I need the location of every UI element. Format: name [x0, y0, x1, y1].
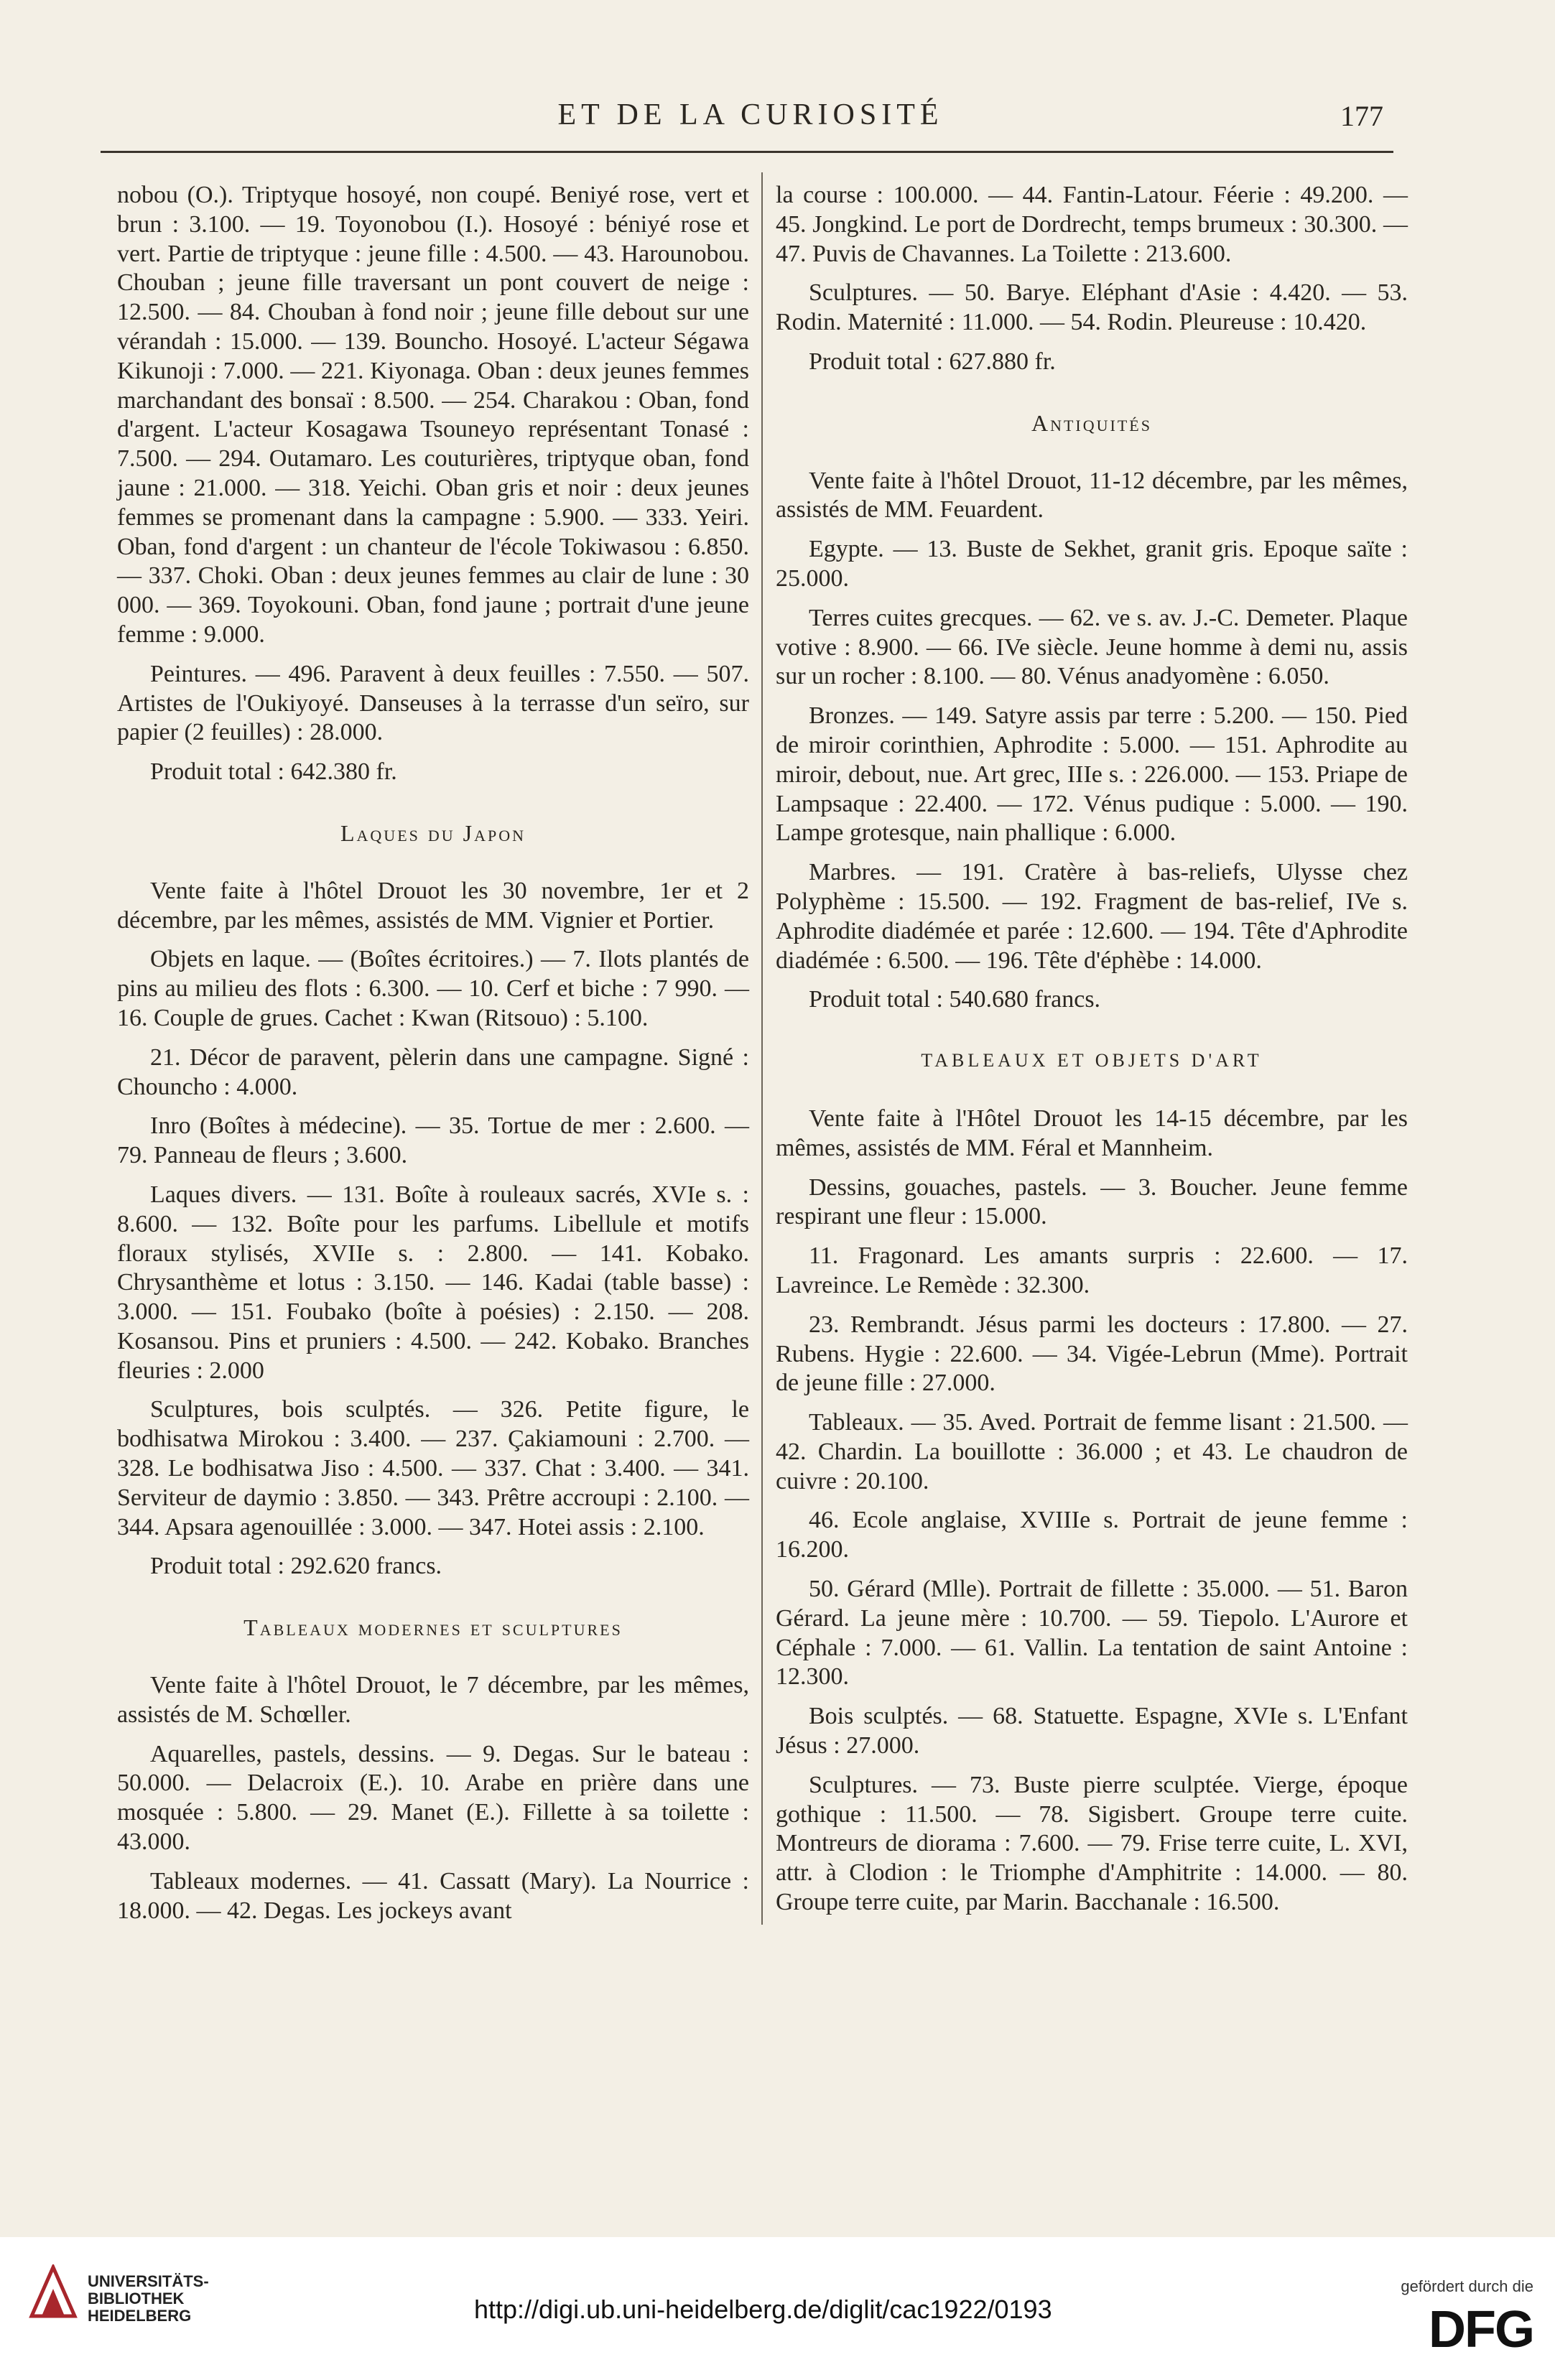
paragraph: Egypte. — 13. Buste de Sekhet, granit gris. Epoque saïte : 25.000. [776, 536, 1408, 592]
sale-total: Produit total : 627.880 fr. [809, 348, 1056, 375]
paragraph: Sculptures. — 73. Buste pierre sculptée. Vierge, époque gothique : 11.500. — 78. Sigisbert. Groupe terre cuite. Montreurs de diorama : 7.600. — 79. Frise terre cuite, L. XVI, attr. à Clodion : le Triomphe d'Amphitrite : 14.000. — 80. Groupe terre cuite, par Marin. Bacchanale : 16.500. [776, 1771, 1408, 1916]
paragraph: Peintures. — 496. Paravent à deux feuilles : 7.550. — 507. Artistes de l'Oukiyoyé. Danseuses à la terrasse d'un seïro, sur papier (2 feuilles) : 28.000. [117, 660, 749, 746]
paragraph: Marbres. — 191. Cratère à bas-reliefs, Ulysse chez Polyphème : 15.500. — 192. Fragment de bas-relief, IVe s. Aphrodite diadémée et parée : 12.600. — 194. Tête d'Aphrodite diadémée : 6.500. — 196. Tête d'éphèbe : 14.000. [776, 859, 1408, 974]
paragraph: 11. Fragonard. Les amants surpris : 22.600. — 17. Lavreince. Le Remède : 32.300. [776, 1242, 1408, 1298]
paragraph: Tableaux. — 35. Aved. Portrait de femme lisant : 21.500. — 42. Chardin. La bouillotte : 36.000 ; et 43. Le chaudron de cuivre : 20.100. [776, 1409, 1408, 1495]
header-rule [101, 151, 1393, 153]
library-name [88, 2273, 209, 2325]
paragraph: Sculptures, bois sculptés. — 326. Petite figure, le bodhisatwa Mirokou : 3.400. — 237. Çakiamouni : 2.700. — 328. Le bodhisatwa Jiso : 4.500. — 337. Chat : 3.400. — 341. Serviteur de daymio : 3.850. — 343. Prêtre accroupi : 2.100. — 344. Apsara agenouillée : 3.000. — 347. Hotei assis : 2.100. [117, 1396, 749, 1540]
sale-total: Produit total : 642.380 fr. [150, 758, 397, 786]
paragraph: Objets en laque. — (Boîtes écritoires.) — 7. Ilots plantés de pins au milieu des flots : 6.300. — 10. Cerf et biche : 7 990. — 16. Couple de grues. Cachet : Kwan (Ritsouo) : 5.100. [117, 946, 749, 1031]
paragraph: Vente faite à l'hôtel Drouot les 30 novembre, 1er et 2 décembre, par les mêmes, assistés de MM. Vignier et Portier. [117, 877, 749, 934]
dfg-logo: DFG [1429, 2301, 1533, 2358]
running-title: ET DE LA CURIOSITÉ [557, 98, 944, 131]
paragraph: Dessins, gouaches, pastels. — 3. Boucher. Jeune femme respirant une fleur : 15.000. [776, 1173, 1408, 1230]
funded-by-label: gefördert durch die [1401, 2277, 1533, 2295]
paragraph: Tableaux modernes. — 41. Cassatt (Mary). La Nourrice : 18.000. — 42. Degas. Les jockeys avant [117, 1867, 749, 1924]
library-name-line: HEIDELBERG [88, 2307, 192, 2325]
paragraph: Vente faite à l'hôtel Drouot, le 7 décembre, par les mêmes, assistés de M. Schœller. [117, 1672, 749, 1728]
paragraph: Bronzes. — 149. Satyre assis par terre : 5.200. — 150. Pied de miroir corinthien, Aphrodite : 5.000. — 151. Aphrodite au miroir, debout, nue. Art grec, IIIe s. : 226.000. — 153. Priape de Lampsaque : 22.400. — 172. Vénus pudique : 5.000. — 190. Lampe grotesque, nain phallique : 6.000. [776, 702, 1408, 847]
sale-total: Produit total : 292.620 francs. [150, 1553, 442, 1580]
left-column [117, 181, 749, 1935]
section-heading: Antiquités [1031, 409, 1152, 436]
page-header [101, 92, 1401, 142]
paragraph: Inro (Boîtes à médecine). — 35. Tortue de mer : 2.600. — 79. Panneau de fleurs ; 3.600. [117, 1112, 749, 1169]
paragraph: Bois sculptés. — 68. Statuette. Espagne, XVIe s. L'Enfant Jésus : 27.000. [776, 1703, 1408, 1760]
paragraph: 21. Décor de paravent, pèlerin dans une campagne. Signé : Chouncho : 4.000. [117, 1043, 749, 1100]
section-heading: Laques du Japon [340, 819, 526, 846]
paragraph: 23. Rembrandt. Jésus parmi les docteurs : 17.800. — 27. Rubens. Hygie : 22.600. — 34. Vigée-Lebrun (Mme). Portrait de jeune fille : 27.000. [776, 1311, 1408, 1397]
university-library-logo-icon [29, 2264, 78, 2319]
paragraph: Vente faite à l'hôtel Drouot, 11-12 décembre, par les mêmes, assistés de MM. Feuardent. [776, 467, 1408, 524]
library-name-line: BIBLIOTHEK [88, 2290, 185, 2307]
paragraph: 50. Gérard (Mlle). Portrait de fillette : 35.000. — 51. Baron Gérard. La jeune mère : 10.700. — 59. Tiepolo. L'Aurore et Céphale : 7.000. — 61. Vallin. La tentation de saint Antoine : 12.300. [776, 1576, 1408, 1691]
permalink-url[interactable]: http://digi.ub.uni-heidelberg.de/diglit/cac1922/0193 [474, 2295, 1052, 2324]
column-divider [761, 172, 763, 1925]
digitization-footer [0, 2237, 1555, 2380]
paragraph: Sculptures. — 50. Barye. Eléphant d'Asie : 4.420. — 53. Rodin. Maternité : 11.000. — 54. Rodin. Pleureuse : 10.420. [776, 279, 1408, 336]
paragraph: Terres cuites grecques. — 62. ve s. av. J.-C. Demeter. Plaque votive : 8.900. — 66. IVe siècle. Jeune homme à demi nu, assis sur un rocher : 8.100. — 80. Vénus anadyomène : 6.050. [776, 604, 1408, 690]
right-column [776, 181, 1408, 1928]
section-heading: Tableaux modernes et sculptures [243, 1614, 623, 1641]
paragraph: la course : 100.000. — 44. Fantin-Latour. Féerie : 49.200. — 45. Jongkind. Le port de Dordrecht, temps brumeux : 30.300. — 47. Puvis de Chavannes. La Toilette : 213.600. [776, 182, 1408, 267]
paragraph: Vente faite à l'Hôtel Drouot les 14-15 décembre, par les mêmes, assistés de MM. Féral et Mannheim. [776, 1105, 1408, 1161]
paragraph: Laques divers. — 131. Boîte à rouleaux sacrés, XVIe s. : 8.600. — 132. Boîte pour les parfums. Libellule et motifs floraux stylisés, XVIIe s. : 2.800. — 141. Kobako. Chrysanthème et lotus : 3.150. — 146. Kadai (table basse) : 3.000. — 151. Foubako (boîte à poésies) : 2.150. — 208. Kosansou. Pins et pruniers : 4.500. — 242. Kobako. Branches fleuries : 2.000 [117, 1181, 749, 1384]
library-name-line: UNIVERSITÄTS- [88, 2272, 209, 2290]
sale-total: Produit total : 540.680 francs. [809, 986, 1101, 1013]
paragraph: 46. Ecole anglaise, XVIIIe s. Portrait de jeune femme : 16.200. [776, 1507, 1408, 1563]
paragraph: Aquarelles, pastels, dessins. — 9. Degas. Sur le bateau : 50.000. — Delacroix (E.). 10. Arabe en prière dans une mosquée : 5.800. — 29. Manet (E.). Fillette à sa toilette : 43.000. [117, 1740, 749, 1856]
paragraph: nobou (O.). Triptyque hosoyé, non coupé. Beniyé rose, vert et brun : 3.100. — 19. Toyonobou (I.). Hosoyé : béniyé rose et vert. Partie de triptyque : jeune fille : 4.500. — 43. Harounobou. Chouban ; jeune fille traversant un pont couvert de neige : 12.500. — 84. Chouban à fond noir ; jeune fille debout sur une vérandah : 15.000. — 139. Bouncho. Hosoyé. L'acteur Ségawa Kikunoji : 7.000. — 221. Kiyonaga. Oban : deux jeunes femmes marchandant des bonsaï : 8.500. — 254. Charakou : Oban, fond d'argent. L'acteur Kosagawa Tsouneyo représentant Tonasé : 7.500. — 294. Outamaro. Les couturières, triptyque oban, fond jaune : 21.000. — 318. Yeichi. Oban gris et noir : deux jeunes femmes se promenant dans la campagne : 5.900. — 333. Yeiri. Oban, fond d'argent : un chanteur de l'école Tokiwasou : 6.850. — 337. Choki. Oban : deux jeunes femmes au clair de lune : 30 000. — 369. Toyokouni. Oban, fond jaune ; portrait d'une jeune femme : 9.000. [117, 182, 749, 648]
page-number: 177 [1340, 100, 1383, 132]
section-heading: TABLEAUX ET OBJETS D'ART [921, 1050, 1263, 1072]
